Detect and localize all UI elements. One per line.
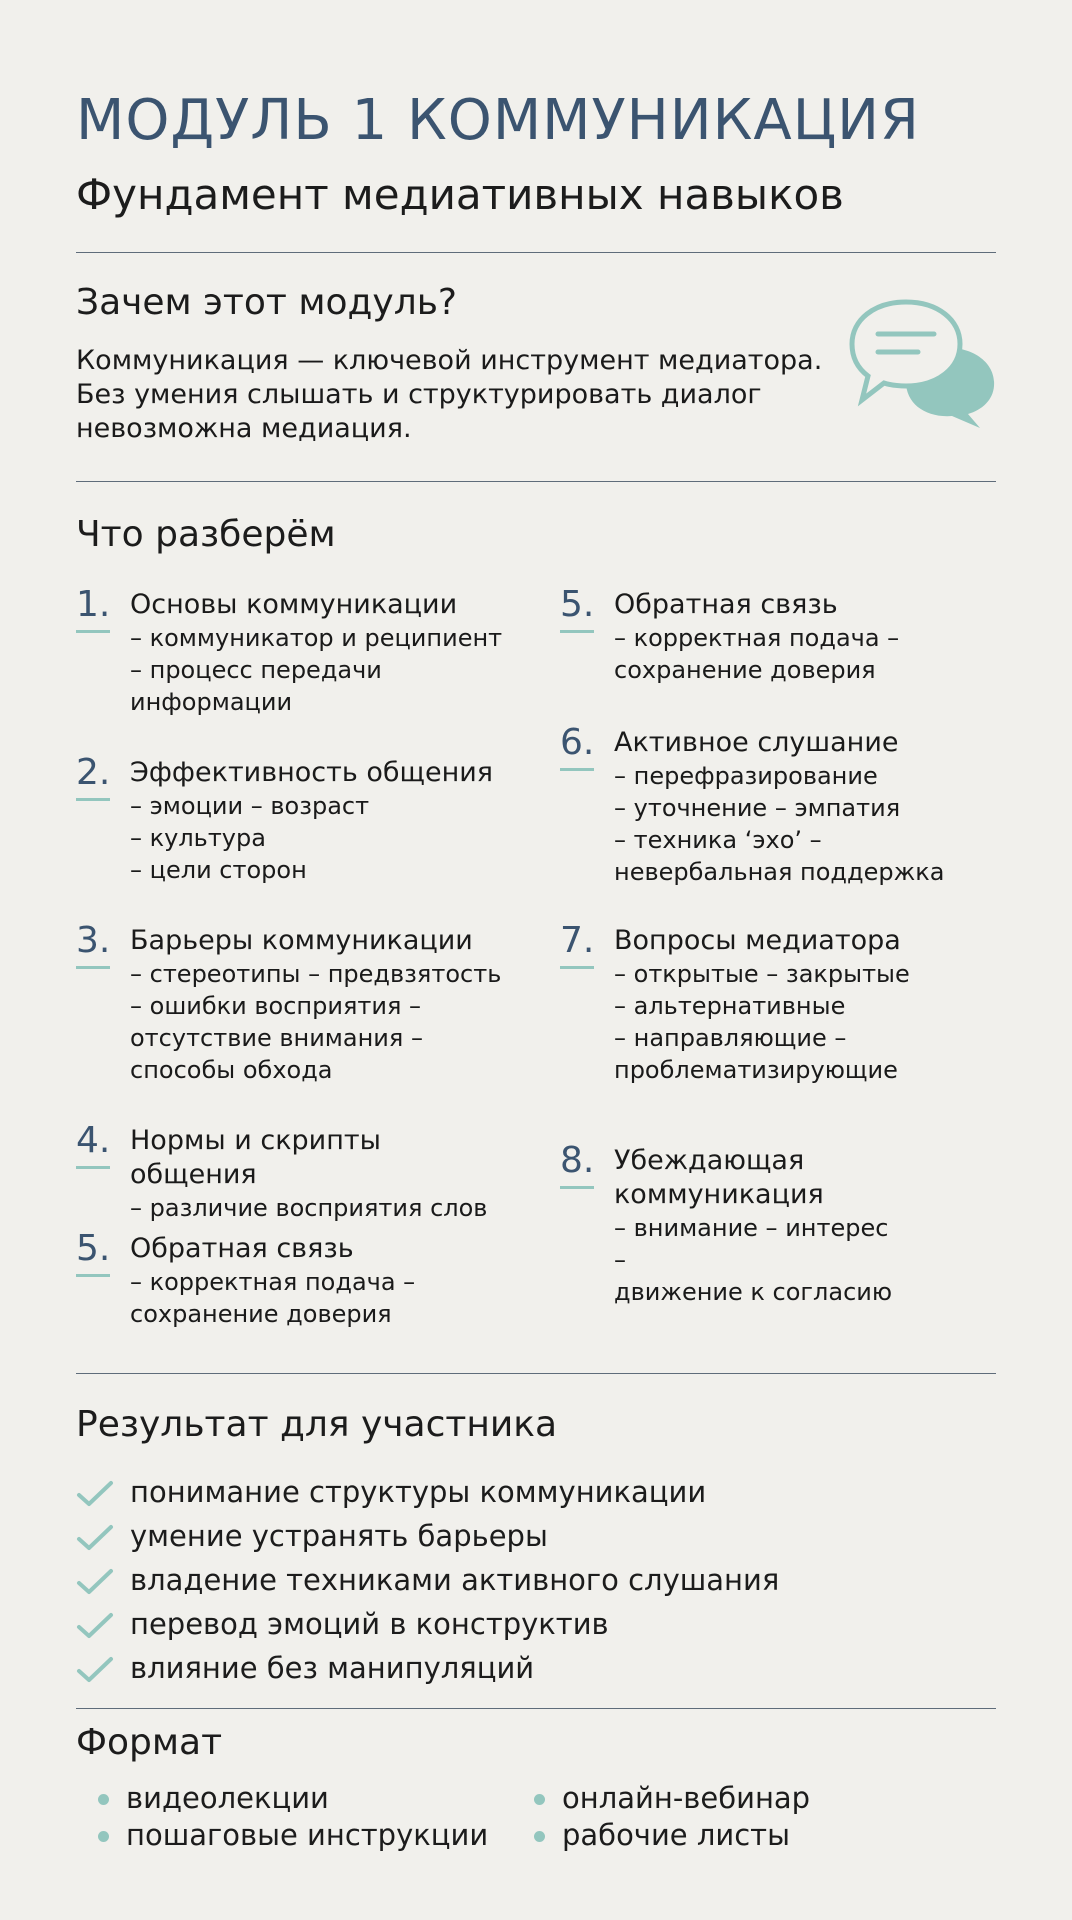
topic-item xyxy=(76,920,516,1086)
list-item xyxy=(76,1558,779,1602)
topics-heading: Что разберём xyxy=(76,514,336,555)
topic-line: проблематизирующие xyxy=(614,1056,898,1084)
topic-title: Эффективность общения xyxy=(130,757,494,788)
topic-line: – культура xyxy=(130,824,266,852)
topic-number: 4. xyxy=(76,1120,111,1161)
why-text: Коммуникация — ключевой инструмент медиатора. Без умения слышать и структурировать диалог невозможна медиация. xyxy=(76,345,823,444)
result-text: владение техниками активного слушания xyxy=(130,1563,780,1597)
format-text: рабочие листы xyxy=(562,1818,790,1852)
topic-line: – ошибки восприятия – xyxy=(130,992,422,1020)
check-icon xyxy=(76,1524,114,1552)
topic-line: – альтернативные xyxy=(614,992,846,1020)
page-title: МОДУЛЬ 1 КОММУНИКАЦИЯ xyxy=(76,88,920,153)
topic-line: – процесс передачи xyxy=(130,656,382,684)
topic-title: Убеждающая коммуникация xyxy=(614,1145,824,1210)
results-heading: Результат для участника xyxy=(76,1404,558,1445)
bullet-icon xyxy=(534,1794,545,1805)
topic-item xyxy=(76,752,516,886)
results-list xyxy=(76,1470,779,1690)
bullet-icon xyxy=(98,1831,109,1842)
why-heading: Зачем этот модуль? xyxy=(76,282,458,323)
topic-number: 5. xyxy=(76,1228,111,1269)
topic-dash xyxy=(560,966,594,969)
format-text: онлайн-вебинар xyxy=(562,1781,811,1815)
format-list-right xyxy=(534,1780,810,1854)
topic-line: движение к согласию xyxy=(614,1278,893,1306)
topic-line: – коммуникатор и реципиент xyxy=(130,624,503,652)
topic-line: – уточнение – эмпатия xyxy=(614,794,901,822)
topic-title: Обратная связь xyxy=(130,1233,354,1264)
topic-dash xyxy=(560,768,594,771)
topic-number: 8. xyxy=(560,1140,595,1181)
topic-line: – корректная подача – xyxy=(614,624,900,652)
topic-dash xyxy=(76,798,110,801)
topic-title: Барьеры коммуникации xyxy=(130,925,473,956)
list-item xyxy=(76,1646,779,1690)
bullet-icon xyxy=(98,1794,109,1805)
list-item xyxy=(534,1780,810,1817)
check-icon xyxy=(76,1612,114,1640)
chat-bubbles-icon xyxy=(848,296,1000,432)
list-item xyxy=(98,1780,488,1817)
divider xyxy=(76,1708,996,1709)
topic-line: – корректная подача – xyxy=(130,1268,416,1296)
format-text: видеолекции xyxy=(126,1781,329,1815)
result-text: влияние без манипуляций xyxy=(130,1651,535,1685)
topic-number: 3. xyxy=(76,920,111,961)
topic-dash xyxy=(76,1166,110,1169)
topic-line: – внимание – интерес – xyxy=(614,1214,889,1274)
format-text: пошаговые инструкции xyxy=(126,1818,489,1852)
topic-line: отсутствие внимания – xyxy=(130,1024,423,1052)
topic-number: 1. xyxy=(76,584,111,625)
topic-line: – направляющие – xyxy=(614,1024,847,1052)
format-heading: Формат xyxy=(76,1722,223,1763)
topic-item xyxy=(76,1120,516,1224)
topic-line: способы обхода xyxy=(130,1056,333,1084)
topic-title: Обратная связь xyxy=(614,589,838,620)
topic-title: Активное слушание xyxy=(614,727,899,758)
topic-item xyxy=(560,584,1000,686)
topic-number: 5. xyxy=(560,584,595,625)
result-text: перевод эмоций в конструктив xyxy=(130,1607,609,1641)
topic-line: – перефразирование xyxy=(614,762,878,790)
topic-dash xyxy=(560,1186,594,1189)
list-item xyxy=(534,1817,810,1854)
topic-dash xyxy=(76,630,110,633)
topic-title: Вопросы медиатора xyxy=(614,925,901,956)
topic-line: сохранение доверия xyxy=(614,656,876,684)
topic-number: 2. xyxy=(76,752,111,793)
list-item xyxy=(76,1514,779,1558)
divider xyxy=(76,481,996,482)
result-text: умение устранять барьеры xyxy=(130,1519,548,1553)
divider xyxy=(76,252,996,253)
topic-line: – различие восприятия слов xyxy=(130,1194,488,1222)
topic-item xyxy=(76,584,516,718)
topic-line: – открытые – закрытые xyxy=(614,960,910,988)
topic-line: – цели сторон xyxy=(130,856,307,884)
topic-title: Нормы и скрипты общения xyxy=(130,1125,381,1190)
topic-line: – стереотипы – предвзятость xyxy=(130,960,502,988)
topic-number: 6. xyxy=(560,722,595,763)
check-icon xyxy=(76,1568,114,1596)
format-list-left xyxy=(98,1780,488,1854)
topic-line: – техника ‘эхо’ – xyxy=(614,826,822,854)
topic-dash xyxy=(76,966,110,969)
topic-item xyxy=(76,1228,516,1330)
divider xyxy=(76,1373,996,1374)
list-item xyxy=(98,1817,488,1854)
bullet-icon xyxy=(534,1831,545,1842)
topic-number: 7. xyxy=(560,920,595,961)
result-text: понимание структуры коммуникации xyxy=(130,1475,707,1509)
check-icon xyxy=(76,1656,114,1684)
list-item xyxy=(76,1602,779,1646)
topic-title: Основы коммуникации xyxy=(130,589,458,620)
topic-item xyxy=(560,1140,960,1308)
list-item xyxy=(76,1470,779,1514)
topic-line: информации xyxy=(130,688,293,716)
topic-line: сохранение доверия xyxy=(130,1300,392,1328)
topic-line: невербальная поддержка xyxy=(614,858,945,886)
page-subtitle: Фундамент медиативных навыков xyxy=(76,170,844,219)
check-icon xyxy=(76,1480,114,1508)
topic-item xyxy=(560,920,1000,1086)
topic-dash xyxy=(560,630,594,633)
topic-dash xyxy=(76,1274,110,1277)
topic-item xyxy=(560,722,1000,888)
topic-line: – эмоции – возраст xyxy=(130,792,370,820)
